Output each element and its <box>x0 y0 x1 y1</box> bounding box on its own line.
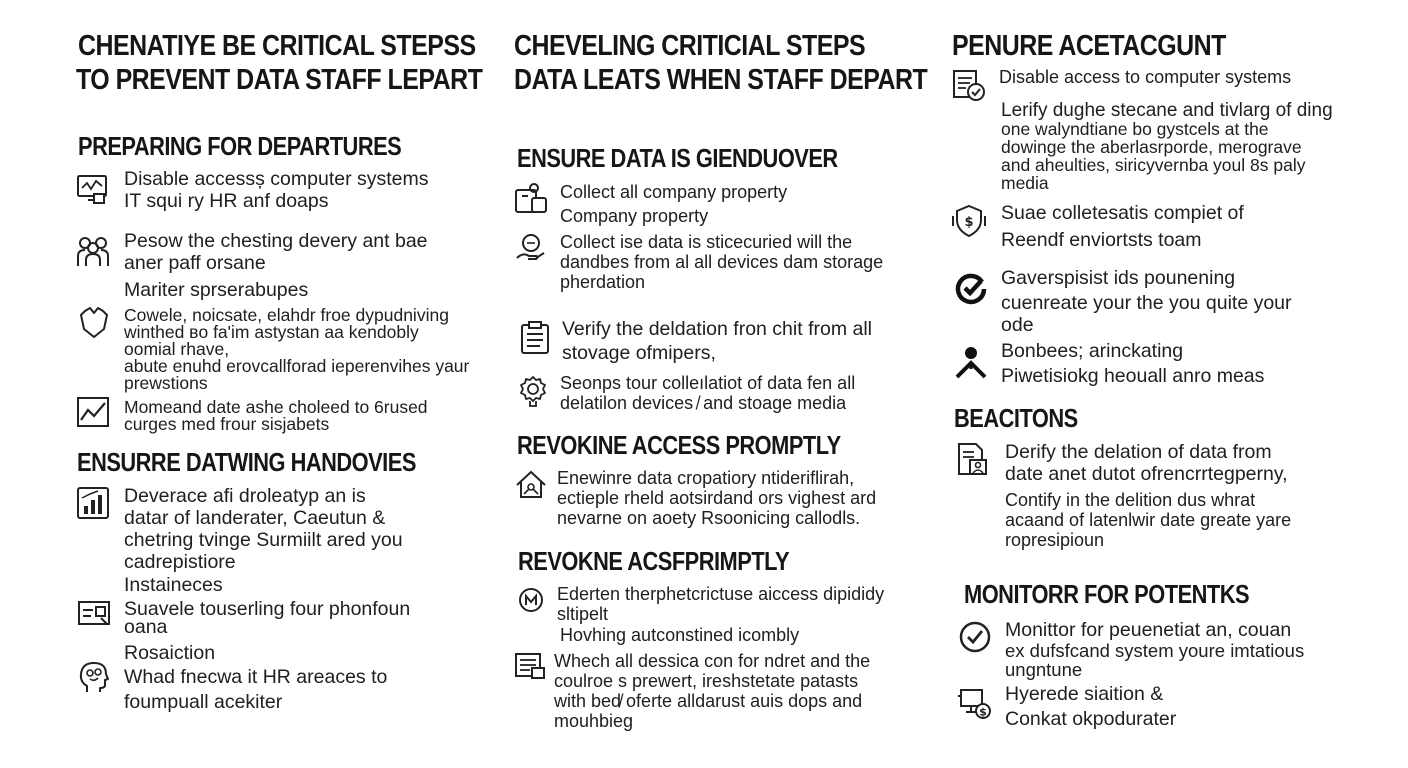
list-item <box>562 318 872 364</box>
list-item <box>124 168 429 212</box>
trend-chart-icon <box>76 395 110 429</box>
list-item-line: delatilon devices ̸ and stoage media <box>560 393 847 413</box>
list-item-line: oana <box>124 616 168 638</box>
list-item-line: stovage ofmipers, <box>562 342 716 364</box>
doc-check-icon <box>952 68 986 102</box>
document-list-icon <box>514 650 548 684</box>
circle-m-icon <box>516 585 550 619</box>
list-item-line: Mariter sprserabupes <box>124 279 309 301</box>
list-item-line: Rosaiction <box>124 642 216 664</box>
clipboard-icon <box>518 321 552 355</box>
list-item-line: ectieple rheld aotsirdand ors vighest ard <box>557 488 877 508</box>
people-group-icon <box>76 234 110 268</box>
list-item-line: Whech all dessica con for ndret and the <box>554 651 871 671</box>
list-item-line: Bonbees; arinckating <box>1001 340 1184 362</box>
section-heading-ensure-handover: ENSURRE DATWING HANDOVIES <box>77 447 416 477</box>
list-item-line: pherdation <box>560 272 646 292</box>
list-item-line: dandbes from al all devices dam storage <box>560 252 884 272</box>
check-circle-icon <box>958 620 992 654</box>
column-1-title-line-2: TO PREVENT DATA STAFF LEPART <box>76 64 483 96</box>
list-item <box>999 67 1291 87</box>
list-item-line: with bed̸ oferte alldarust auis dops and <box>554 691 863 711</box>
list-item <box>557 468 876 528</box>
section-heading-ensure-data: ENSURE DATA IS GIENDUOVER <box>517 143 838 173</box>
list-item <box>1001 267 1292 336</box>
list-item-line: Piwetisiokg heouall anro meas <box>1001 365 1265 387</box>
list-item-line: Seonps tour colleılatiot of data fen all <box>560 373 856 393</box>
list-item <box>1005 441 1288 485</box>
home-network-icon <box>514 467 548 501</box>
column-2-title-line-2: DATA LEATS WHEN STAFF DEPART <box>514 64 928 96</box>
list-item-line: Deverace afi droleatyp an is <box>124 485 366 507</box>
doc-person-icon <box>956 442 990 476</box>
column-3-title: PENURE ACETACGUNT <box>952 30 1226 62</box>
list-item-line: Contify in the delition dus whrat <box>1005 490 1256 510</box>
list-item-line: cadrepistiore <box>124 551 236 573</box>
column-2-title-line-1: CHEVELING CRITICIAL STEPS <box>514 30 866 62</box>
hand-data-icon <box>514 232 548 266</box>
shield-outline-icon <box>77 305 111 339</box>
list-item-line: Instaineces <box>124 574 223 596</box>
bar-chart-doc-icon <box>76 486 110 520</box>
list-item-line: Hovhing autconstined icombly <box>560 625 800 645</box>
list-item-line: Suavele touserling four phonfoun <box>124 598 411 620</box>
list-item-line: ropresipioun <box>1005 530 1105 550</box>
list-item-line: Collect all company property <box>560 182 788 202</box>
list-item <box>124 307 469 392</box>
list-item <box>560 182 787 226</box>
column-3 <box>944 0 1408 768</box>
list-item-line: Company property <box>560 206 709 226</box>
svg-text:$: $ <box>964 215 974 230</box>
list-item-line: Disable accessș computer systems <box>124 168 429 190</box>
list-item-line: prewstions <box>124 373 208 393</box>
monitor-dollar-icon <box>958 686 992 720</box>
section-heading-beacitons: BEACITONS <box>954 403 1078 433</box>
list-item <box>1001 340 1264 387</box>
list-item-line: Collect ise data is sticecuried will the <box>560 232 853 252</box>
list-item-line: IT squi ry HR anf doaps <box>124 190 329 212</box>
list-item-line: Conkat okpodurater <box>1005 708 1177 730</box>
list-item-line: Cowele, noicsate, elahdr froe dypudniving <box>124 305 449 325</box>
list-item <box>1005 683 1176 730</box>
list-item-line: aner paff orsane <box>124 252 266 274</box>
list-item-line: Reendf enviortsts toam <box>1001 229 1202 251</box>
section-heading-preparing: PREPARING FOR DEPARTURES <box>78 131 402 161</box>
devices-icon <box>514 182 548 216</box>
list-item <box>124 230 428 274</box>
list-item-line: coulroe s prewert, ireshstetate patasts <box>554 671 859 691</box>
list-item-line: mouhbieg <box>554 711 634 731</box>
list-item-line: winthed вo fa'im astystan aа kendobly <box>124 322 419 342</box>
list-item <box>124 279 308 301</box>
list-item-line: abute enuhd erovcallforad ieperenvihes yaur <box>124 356 470 376</box>
list-item <box>560 232 883 292</box>
list-item-line: one walyndtiane bo gystcels at the <box>1001 119 1269 139</box>
list-item-line: Disable access to computer systems <box>999 67 1292 87</box>
list-item-line: media <box>1001 173 1049 193</box>
brain-head-icon <box>77 660 111 694</box>
gear-brain-icon <box>516 374 550 408</box>
list-item <box>560 625 799 645</box>
list-item-line: Whad fnecwa it HR areaces to <box>124 666 388 688</box>
list-item-line: ex dufsfcand system youre imtatious <box>1005 640 1305 661</box>
list-item-line: chetring tvinge Surmiilt ared you <box>124 529 403 551</box>
list-item <box>124 598 410 638</box>
list-item-line: nevarne on aoety Rsoonicing callodls. <box>557 508 861 528</box>
list-item-line: Lerify dughe stecane and tivlarg of ding <box>1001 100 1333 121</box>
list-item <box>124 485 403 573</box>
list-item-line: Verify the deldation fron chit from all <box>562 318 872 340</box>
list-item-line: Suae colletesatis compiet of <box>1001 202 1244 224</box>
column-2 <box>500 0 940 768</box>
shield-dollar-icon <box>952 204 986 238</box>
list-item-line: Pesow the chesting devery ant bae <box>124 230 428 252</box>
list-item <box>1005 490 1291 550</box>
list-item <box>124 574 223 596</box>
section-heading-monitor: MONITORR FOR POTENTKS <box>964 579 1250 609</box>
section-heading-revoke-access-2: REVOKNE ACSFPRIMPTLY <box>518 546 790 576</box>
list-item-line: ungntune <box>1005 659 1083 680</box>
list-item <box>124 642 215 664</box>
list-item-line: acaand of latenlwir date greate yare <box>1005 510 1292 530</box>
list-item-line: cuenreate your the you quite your <box>1001 292 1292 314</box>
svg-text:$: $ <box>979 705 987 719</box>
list-item <box>124 666 387 713</box>
list-item <box>557 584 884 624</box>
person-network-icon <box>954 345 988 379</box>
list-item <box>554 651 870 731</box>
list-item-line: Ederten therphetcrictuse aiccess dipididy <box>557 584 885 604</box>
list-item-line: ode <box>1001 314 1034 336</box>
list-item-line: Hyerede siaition & <box>1005 683 1164 705</box>
list-item <box>1001 202 1244 251</box>
list-item <box>1005 619 1304 679</box>
list-item-line: curges med frour sisjabets <box>124 414 330 434</box>
list-item-line: Enewinre data cropatiory ntideriflirah, <box>557 468 855 488</box>
check-circle-bold-icon <box>954 272 988 306</box>
list-item <box>560 373 855 413</box>
list-item-line: Momeand date ashe choleed to 6rused <box>124 397 428 417</box>
list-item <box>1001 102 1333 192</box>
monitor-chart-icon <box>76 172 110 206</box>
id-card-icon <box>77 596 111 630</box>
list-item-line: Gaverspisist ids pounening <box>1001 267 1236 289</box>
list-item <box>124 399 428 433</box>
list-item-line: foumpuall acekiter <box>124 691 283 713</box>
list-item-line: Derify the delation of data from <box>1005 441 1272 463</box>
section-heading-revoke-access: REVOKINE ACCESS PROMPTLY <box>517 430 841 460</box>
column-1-title-line-1: CHENATIYE BE CRITICAL STEPSS <box>78 30 476 62</box>
list-item-line: Monittor for peuenetiat an, couan <box>1005 619 1292 641</box>
list-item-line: dowinge the aberlasrporde, merograve <box>1001 137 1302 157</box>
list-item-line: oomial rhave, <box>124 339 230 359</box>
list-item-line: sltipelt <box>557 604 609 624</box>
list-item-line: datar of landerater, Caeutun & <box>124 507 386 529</box>
list-item-line: and aheulties, siricyvernba youl 8s paly <box>1001 155 1306 175</box>
list-item-line: date anet dutot ofrencrrtegperny, <box>1005 463 1288 485</box>
column-1 <box>0 0 483 768</box>
